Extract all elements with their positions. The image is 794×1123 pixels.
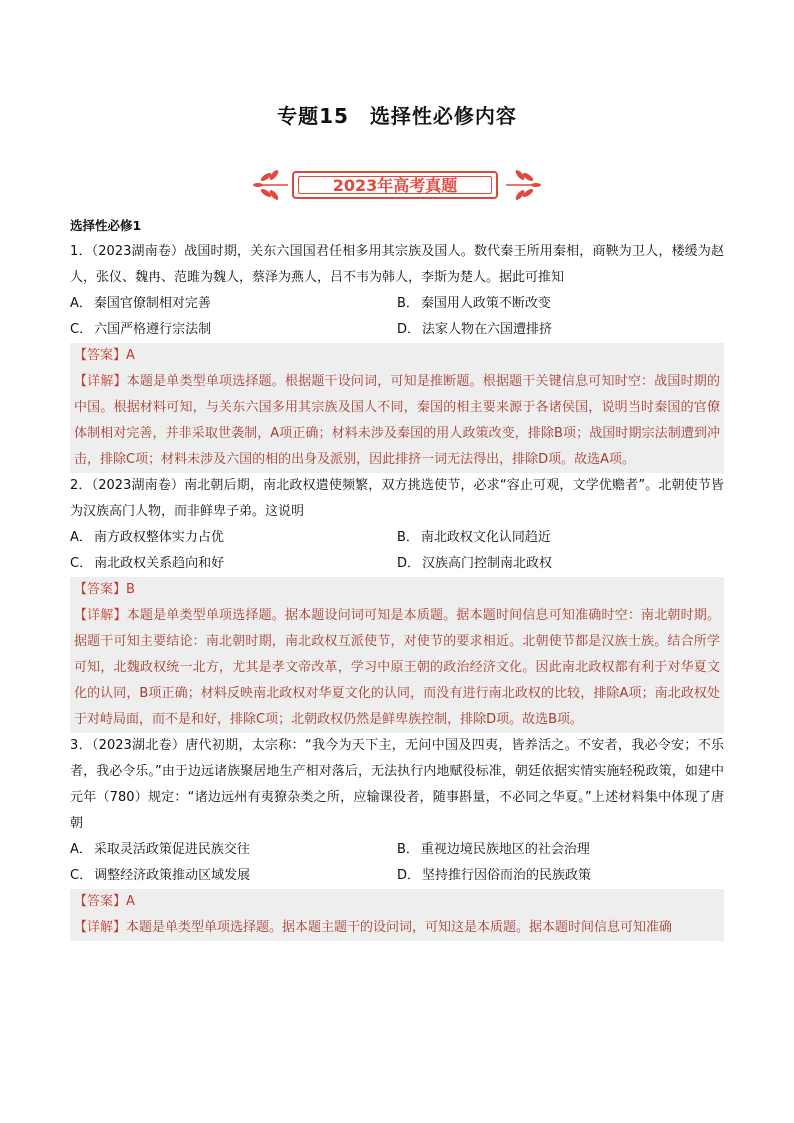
option-c: C． 调整经济政策推动区域发展 (70, 868, 251, 883)
option-d: D． 法家人物在六国遭排挤 (397, 322, 553, 337)
options (70, 525, 724, 577)
option-c: C． 六国严格遵行宗法制 (70, 322, 212, 337)
option-b: B． 秦国用人政策不断改变 (397, 296, 551, 311)
question-stem: 2．（2023湖南卷）南北朝后期，南北政权遣使频繁，双方挑选使节，必求“容止可观，文学优赡者”。北朝使节皆为汉族高门人物，而非鲜卑子弟。这说明 (70, 478, 724, 519)
option-d: D． 坚持推行因俗而治的民族政策 (397, 868, 592, 883)
question-1 (70, 239, 724, 473)
option-a: A． 采取灵活政策促进民族交往 (70, 842, 250, 857)
option-a: A． 秦国官僚制相对完善 (70, 296, 211, 311)
option-c: C． 南北政权关系趋向和好 (70, 556, 225, 571)
section-banner (252, 165, 542, 205)
question-stem: 3．（2023湖北卷）唐代初期，太宗称：“我今为天下主，无问中国及四夷，皆养活之。不安者，我必令安；不乐者，我必令乐。”由于边远诸族聚居地生产相对落后，无法执行内地赋役标准，朝廷依据实情实施轻税政策，如建中元年（780）规定：“诸边远州有夷獠杂类之所，应输课役者，随事斟量，不必同之华夏。”上述材料集中体现了唐朝 (70, 738, 724, 831)
detail: 【详解】本题是单类型单项选择题。根据题干设问词，可知是推断题。根据题干关键信息可知时空：战国时期的中国。根据材料可知，与关东六国多用其宗族及国人不同，秦国的相主要来源于各诸侯国，说明当时秦国的官僚体制相对完善，并非采取世袭制，A项正确；材料未涉及秦国的用人政策改变，排除B项；战国时期宗法制遭到冲击，排除C项；材料未涉及六国的相的出身及派别，因此排挤一词无法得出，排除D项。故选A项。 (70, 369, 724, 473)
banner-box (292, 171, 498, 199)
answer: 【答案】A (70, 343, 724, 369)
question-stem: 1．（2023湖南卷）战国时期，关东六国国君任相多用其宗族及国人。数代秦王所用秦相，商鞅为卫人，楼缓为赵人，张仪、魏冉、范雎为魏人，蔡泽为燕人，吕不韦为韩人，李斯为楚人。据此可推知 (70, 244, 724, 285)
option-b: B． 重视边境民族地区的社会治理 (397, 842, 590, 857)
option-a: A． 南方政权整体实力占优 (70, 530, 224, 545)
detail: 【详解】本题是单类型单项选择题。据本题设问词可知是本质题。据本题时间信息可知准确时空：南北朝时期。据题干可知主要结论：南北朝时期，南北政权互派使节，对使节的要求相近。北朝使节都是汉族士族。结合所学可知，北魏政权统一北方，尤其是孝文帝改革，学习中原王朝的政治经济文化。因此南北政权都有利于对华夏文化的认同，B项正确；材料反映南北政权对华夏文化的认同，而没有进行南北政权的比较，排除A项；南北政权处于对峙局面，而不是和好，排除C项；北朝政权仍然是鲜卑族控制，排除D项。故选B项。 (70, 603, 724, 733)
detail: 【详解】本题是单类型单项选择题。据本题主题干的设问词，可知这是本质题。据本题时间信息可知准确 (70, 915, 724, 941)
question-2 (70, 473, 724, 733)
banner-text: 2023年高考真题 (298, 176, 492, 194)
page-title: 专题15 选择性必修内容 (277, 104, 517, 128)
answer: 【答案】A (70, 889, 724, 915)
section-label: 选择性必修1 (70, 218, 142, 233)
question-3 (70, 733, 724, 941)
content (70, 213, 724, 941)
answer: 【答案】B (70, 577, 724, 603)
options (70, 837, 724, 889)
options (70, 291, 724, 343)
option-d: D． 汉族高门控制南北政权 (397, 556, 553, 571)
option-b: B． 南北政权文化认同趋近 (397, 530, 551, 545)
